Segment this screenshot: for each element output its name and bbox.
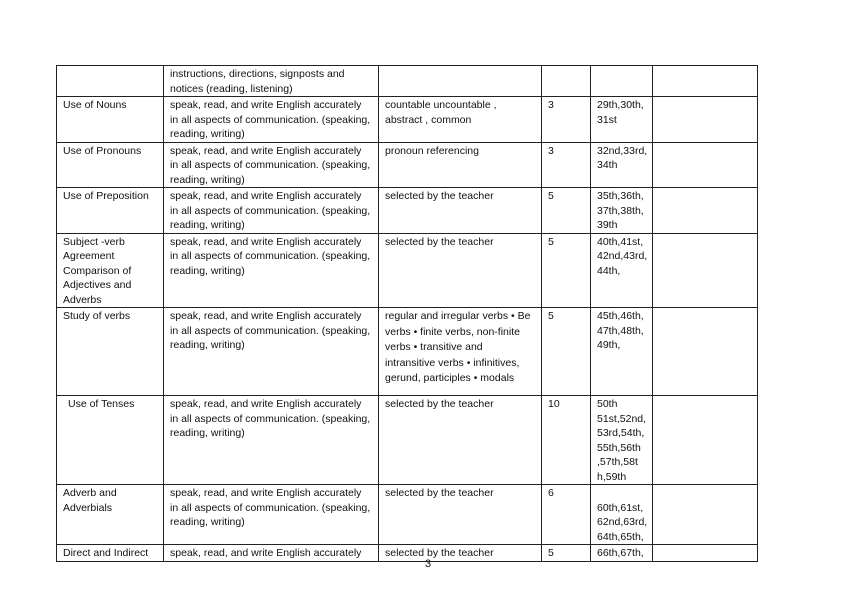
content-cell: pronoun referencing [379,142,542,188]
table-row [57,66,758,97]
remarks-cell [653,188,758,234]
content-cell: selected by the teacher [379,545,542,562]
content-cell: selected by the teacher [379,233,542,308]
weeks-cell: 40th,41st, 42nd,43rd, 44th, [591,233,653,308]
remarks-cell [653,485,758,545]
objective-cell: speak, read, and write English accurately in all aspects of communication. (speaking, reading, writing) [164,188,379,234]
topic-cell: Use of Nouns [57,97,164,143]
topic-cell: Subject -verb Agreement Comparison of Adjectives and Adverbs [57,233,164,308]
periods-cell: 5 [542,233,591,308]
table-row [57,188,758,234]
objective-cell: speak, read, and write English accurately in all aspects of communication. (speaking, reading, writing) [164,308,379,396]
periods-cell: 5 [542,545,591,562]
page-number: 3 [424,558,432,570]
content-cell [379,66,542,97]
weeks-cell: 60th,61st, 62nd,63rd, 64th,65th, [591,485,653,545]
content-cell: selected by the teacher [379,188,542,234]
objective-cell: speak, read, and write English accurately [164,545,379,562]
topic-cell: Use of Tenses [57,396,164,485]
periods-cell: 6 [542,485,591,545]
periods-cell: 5 [542,308,591,396]
content-cell: selected by the teacher [379,485,542,545]
table-row [57,142,758,188]
topic-cell: Adverb and Adverbials [57,485,164,545]
content-cell: selected by the teacher [379,396,542,485]
table-row [57,485,758,545]
remarks-cell [653,396,758,485]
syllabus-table-body [57,66,758,562]
remarks-cell [653,233,758,308]
table-row [57,396,758,485]
objective-cell: speak, read, and write English accurately in all aspects of communication. (speaking, reading, writing) [164,233,379,308]
objective-cell: speak, read, and write English accurately in all aspects of communication. (speaking, reading, writing) [164,396,379,485]
weeks-cell: 35th,36th, 37th,38th, 39th [591,188,653,234]
table-row [57,233,758,308]
topic-cell: Use of Preposition [57,188,164,234]
periods-cell: 3 [542,142,591,188]
periods-cell: 10 [542,396,591,485]
periods-cell: 5 [542,188,591,234]
weeks-cell: 45th,46th, 47th,48th, 49th, [591,308,653,396]
remarks-cell [653,142,758,188]
topic-cell: Direct and Indirect [57,545,164,562]
periods-cell [542,66,591,97]
remarks-cell [653,66,758,97]
weeks-cell: 32nd,33rd, 34th [591,142,653,188]
objective-cell: speak, read, and write English accurately in all aspects of communication. (speaking, reading, writing) [164,97,379,143]
remarks-cell [653,308,758,396]
weeks-cell: 29th,30th, 31st [591,97,653,143]
syllabus-table [56,65,758,562]
remarks-cell [653,97,758,143]
table-row [57,308,758,396]
content-cell: countable uncountable , abstract , common [379,97,542,143]
weeks-cell: 50th 51st,52nd, 53rd,54th, 55th,56th ,57th,58t h,59th [591,396,653,485]
topic-cell [57,66,164,97]
objective-cell: speak, read, and write English accurately in all aspects of communication. (speaking, reading, writing) [164,485,379,545]
topic-cell: Use of Pronouns [57,142,164,188]
periods-cell: 3 [542,97,591,143]
weeks-cell: 66th,67th, [591,545,653,562]
topic-cell: Study of verbs [57,308,164,396]
content-cell: regular and irregular verbs • Be verbs • finite verbs, non-finite verbs • transitive and intransitive verbs • infinitives, gerund, participles • modals [379,308,542,396]
objective-cell: speak, read, and write English accurately in all aspects of communication. (speaking, reading, writing) [164,142,379,188]
table-row [57,97,758,143]
objective-cell: instructions, directions, signposts and notices (reading, listening) [164,66,379,97]
weeks-cell [591,66,653,97]
